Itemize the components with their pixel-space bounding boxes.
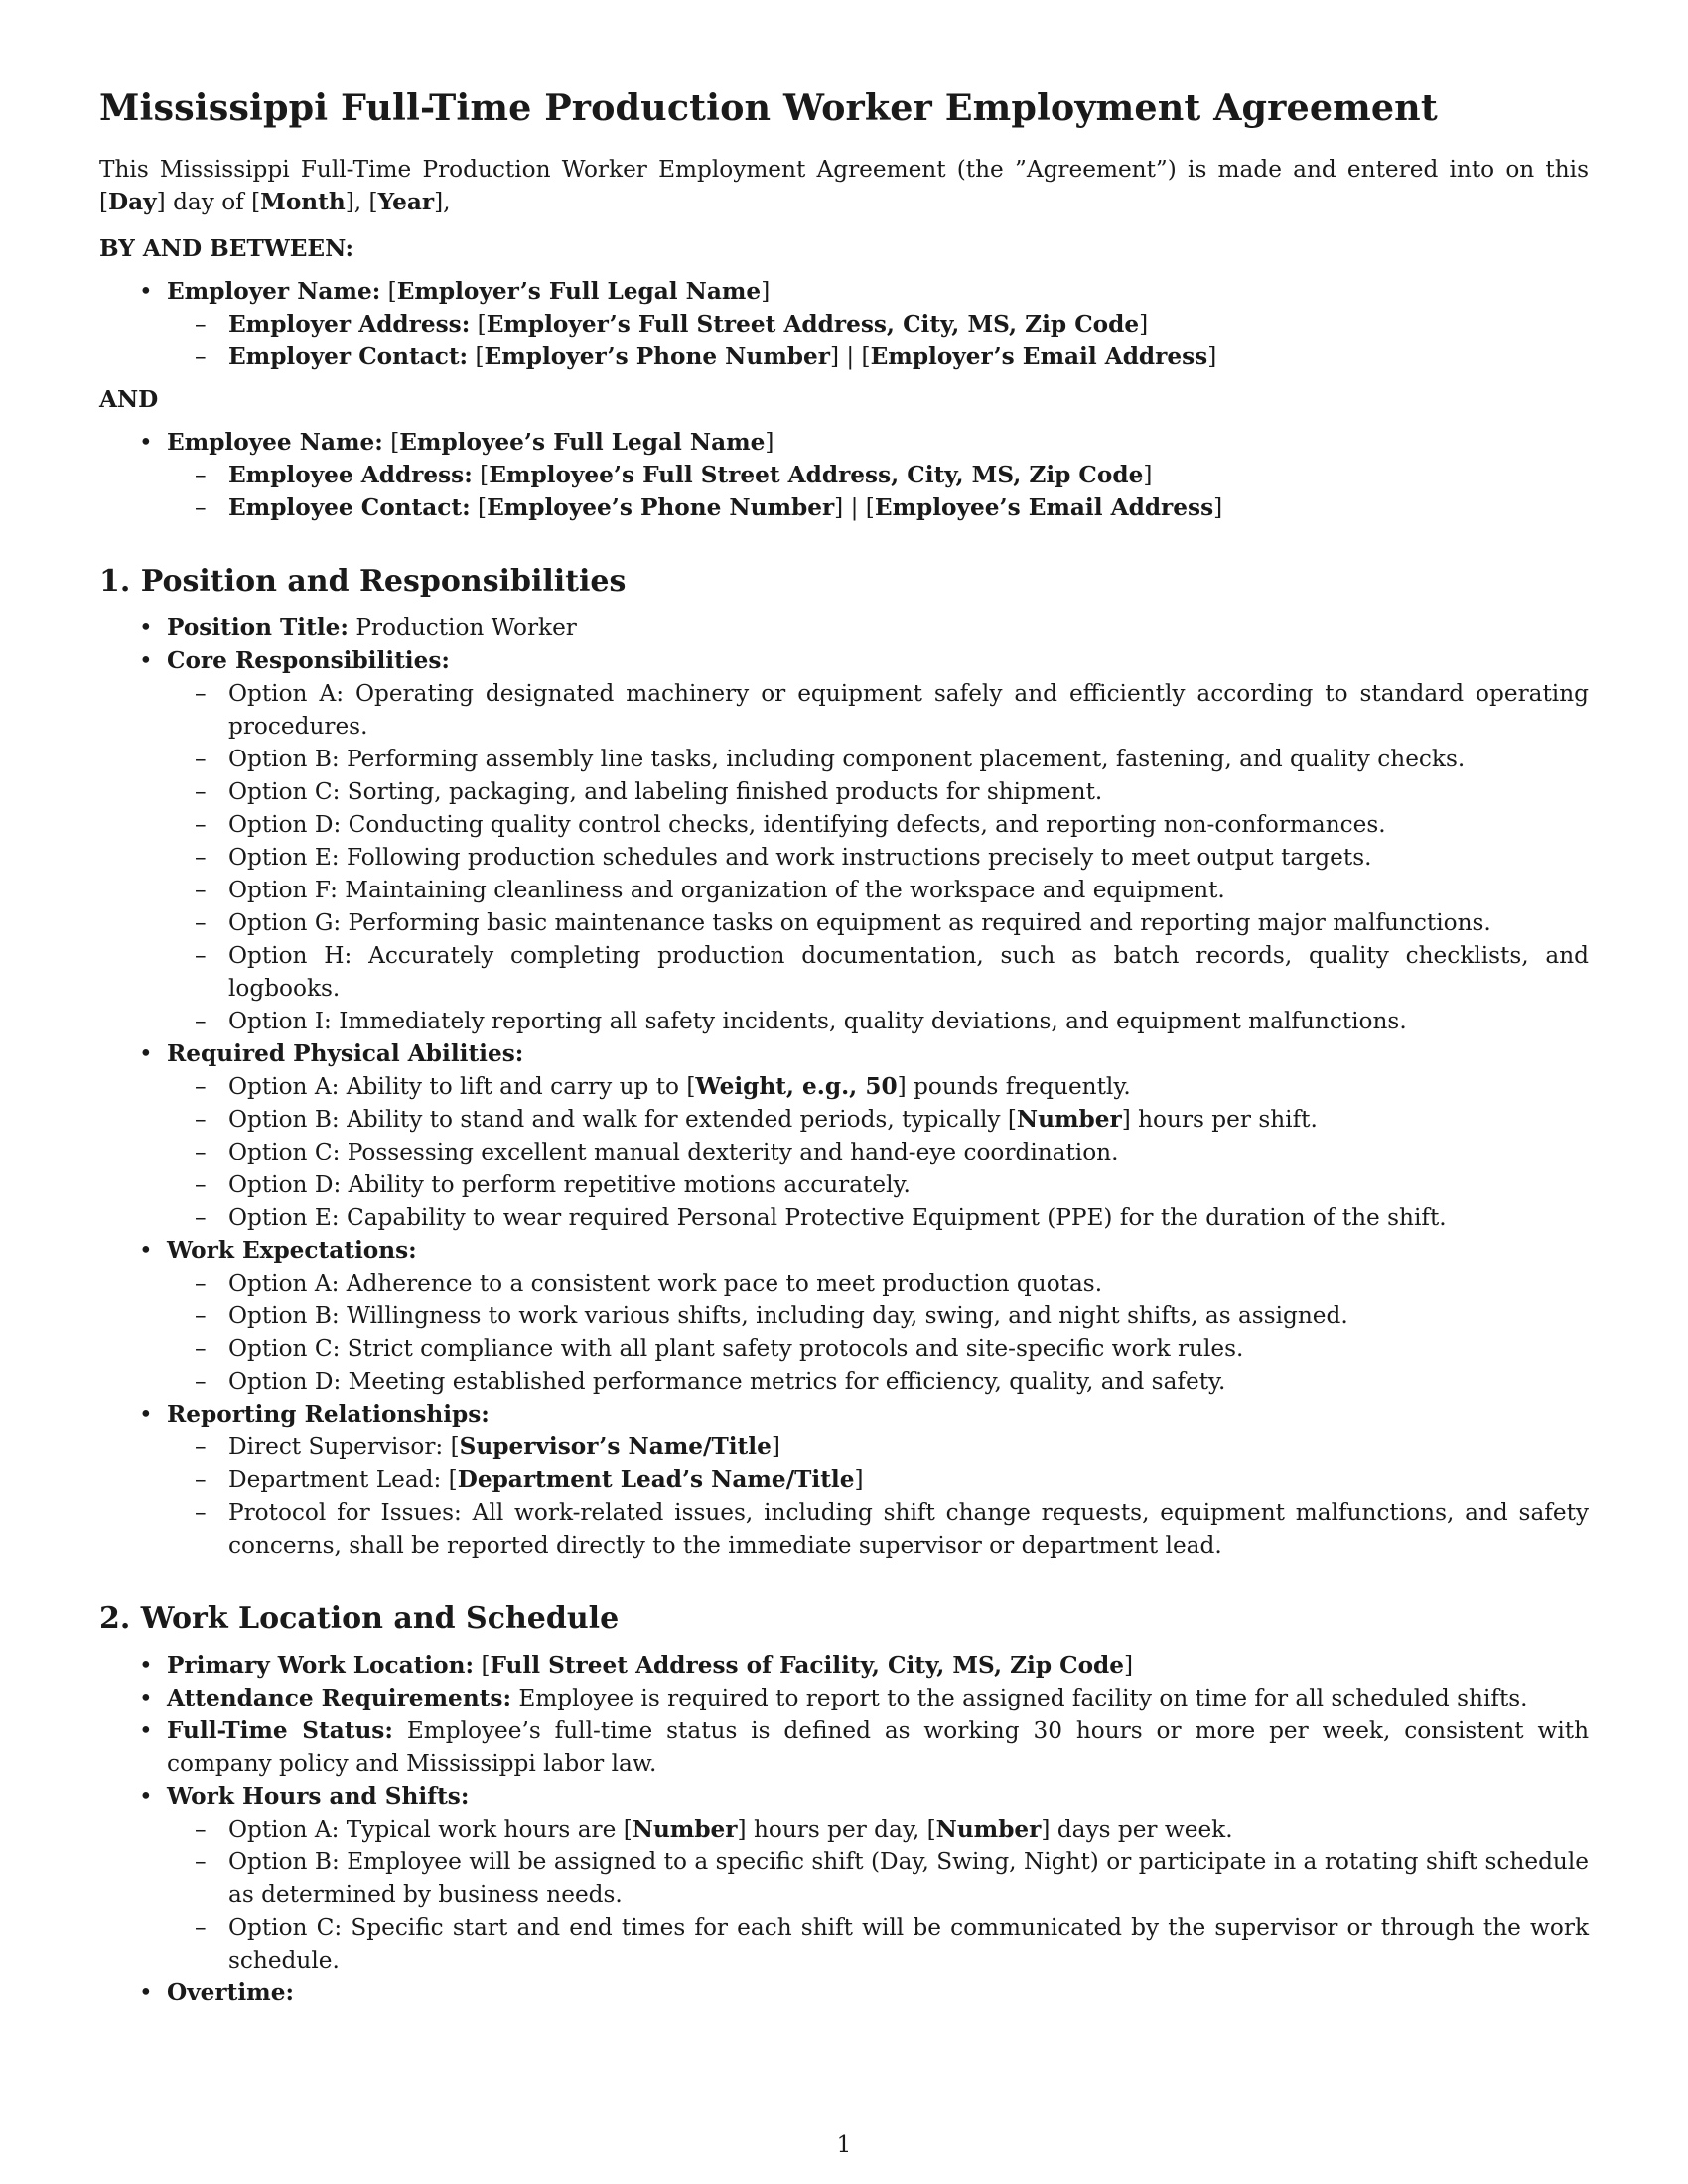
- intro-text-2: day of: [165, 189, 252, 215]
- document-title: Mississippi Full-Time Production Worker Employment Agreement: [99, 86, 1438, 129]
- employer-address-label: Employer Address:: [228, 311, 471, 338]
- employee-address-item: – Employee Address: [Employee’s Full Street Address, City, MS, Zip Code]: [228, 459, 1589, 491]
- employee-address-value: Employee’s Full Street Address, City, MS, Zip Code: [489, 462, 1144, 488]
- physical-a-post: ] pounds frequently.: [897, 1073, 1131, 1100]
- employer-email-value: Employer’s Email Address: [870, 343, 1208, 370]
- employee-details: [167, 459, 1589, 524]
- hours-a-text-3: ] days per week.: [1041, 1816, 1233, 1843]
- hours-a-number-2: Number: [935, 1816, 1042, 1843]
- physical-abilities-list: [167, 1070, 1589, 1234]
- physical-b-bold: Number: [1016, 1106, 1122, 1133]
- employer-name-item: • Employer Name: [Employer’s Full Legal Name] – Employer Address: [Employer’s Full Street Address, City, MS, Zip Code] – Employer Contact: [Employer’s Phone Number] | [Employer’s Email Address]: [167, 275, 1589, 373]
- employee-name-value: Employee’s Full Legal Name: [399, 429, 766, 456]
- employer-contact-item: – Employer Contact: [Employer’s Phone Number] | [Employer’s Email Address]: [228, 341, 1589, 373]
- employer-address-value: Employer’s Full Street Address, City, MS, Zip Code: [486, 311, 1140, 338]
- work-hours-label: Work Hours and Shifts:: [167, 1783, 470, 1810]
- list-item: – Option B: Willingness to work various shifts, including day, swing, and night shifts, as assigned.: [228, 1299, 1589, 1332]
- position-title-value: Production Worker: [355, 614, 577, 641]
- list-item: [228, 1070, 1589, 1103]
- list-item: – Option B: Employee will be assigned to a specific shift (Day, Swing, Night) or participate in a rotating shift schedule as determined by business needs.: [228, 1845, 1589, 1911]
- physical-b-post: ] hours per shift.: [1121, 1106, 1318, 1133]
- lead-pre: Department Lead: [: [228, 1466, 458, 1493]
- work-expectations-item: [167, 1234, 1589, 1398]
- fulltime-item: [167, 1714, 1589, 1780]
- employee-name-item: • Employee Name: [Employee’s Full Legal Name] – Employee Address: [Employee’s Full Street Address, City, MS, Zip Code] – Employee Contact: [Employee’s Phone Number] | [Employee’s Email Address]: [167, 426, 1589, 524]
- reporting-relationships-item: [167, 1398, 1589, 1562]
- core-responsibilities-list: [167, 677, 1589, 1037]
- list-item: – Option B: Performing assembly line tasks, including component placement, fastening, and quality checks.: [228, 743, 1589, 775]
- physical-a-pre: Option A: Ability to lift and carry up to [: [228, 1073, 696, 1100]
- intro-day: Day: [108, 189, 157, 215]
- list-item: [228, 1103, 1589, 1136]
- physical-a-bold: Weight, e.g., 50: [695, 1073, 898, 1100]
- list-item: – Direct Supervisor: [Supervisor’s Name/Title]: [228, 1431, 1589, 1463]
- employee-list: [99, 426, 1589, 524]
- list-item: – Protocol for Issues: All work-related issues, including shift change requests, equipment malfunctions, and safety concerns, shall be reported directly to the immediate supervisor or department lead.: [228, 1496, 1589, 1562]
- hours-a-text-2: ] hours per day, [: [737, 1816, 936, 1843]
- hours-a-text-1: Option A: Typical work hours are [: [228, 1816, 633, 1843]
- between-label: BY AND BETWEEN:: [99, 235, 354, 262]
- employer-contact-label: Employer Contact:: [228, 343, 469, 370]
- position-title-item: [167, 612, 1589, 644]
- overtime-label: Overtime:: [167, 1979, 295, 2006]
- overtime-item: [167, 1977, 1589, 2009]
- list-item: – Option D: Ability to perform repetitive motions accurately.: [228, 1168, 1589, 1201]
- supervisor-value: Supervisor’s Name/Title: [459, 1433, 772, 1460]
- work-location-item: • Primary Work Location: [Full Street Address of Facility, City, MS, Zip Code]: [167, 1649, 1589, 1682]
- list-item: – Option C: Specific start and end times for each shift will be communicated by the supervisor or through the work schedule.: [228, 1911, 1589, 1977]
- and-label: AND: [99, 386, 159, 413]
- physical-abilities-item: [167, 1037, 1589, 1234]
- list-item: – Option C: Possessing excellent manual dexterity and hand-eye coordination.: [228, 1136, 1589, 1168]
- intro-year: Year: [377, 189, 435, 215]
- employee-email-value: Employee’s Email Address: [874, 494, 1214, 521]
- list-item: – Department Lead: [Department Lead’s Name/Title]: [228, 1463, 1589, 1496]
- fulltime-label: Full-Time Status:: [167, 1717, 393, 1744]
- list-item: – Option C: Strict compliance with all plant safety protocols and site-specific work rules.: [228, 1332, 1589, 1365]
- fulltime-text: Employee’s full-time status is defined as working 30 hours or more per week, consistent with company policy and Mississippi labor law.: [167, 1717, 1590, 1777]
- work-hours-item: [167, 1780, 1589, 1977]
- section-1-list: [99, 612, 1589, 1562]
- list-item: – Option D: Meeting established performance metrics for efficiency, quality, and safety.: [228, 1365, 1589, 1398]
- employer-name-value: Employer’s Full Legal Name: [396, 278, 762, 305]
- employer-list: [99, 275, 1589, 373]
- employer-details: [167, 308, 1589, 373]
- page-number: 1: [836, 2132, 852, 2158]
- employee-contact-label: Employee Contact:: [228, 494, 471, 521]
- employer-name-label: Employer Name:: [167, 278, 381, 305]
- list-item: – Option H: Accurately completing production documentation, such as batch records, quality checklists, and logbooks.: [228, 939, 1589, 1005]
- attendance-item: [167, 1682, 1589, 1714]
- list-item: – Option E: Following production schedules and work instructions precisely to meet output targets.: [228, 841, 1589, 874]
- work-location-value: Full Street Address of Facility, City, MS, Zip Code: [490, 1652, 1125, 1679]
- work-location-label: Primary Work Location:: [167, 1652, 475, 1679]
- reporting-relationships-list: [167, 1431, 1589, 1562]
- section-2-list: [99, 1649, 1589, 2009]
- employer-address-item: – Employer Address: [Employer’s Full Street Address, City, MS, Zip Code]: [228, 308, 1589, 341]
- core-responsibilities-item: [167, 644, 1589, 1037]
- work-expectations-list: [167, 1267, 1589, 1398]
- intro-month: Month: [260, 189, 346, 215]
- list-item: – Option D: Conducting quality control checks, identifying defects, and reporting non-conformances.: [228, 808, 1589, 841]
- intro-text-4: ],: [434, 189, 451, 215]
- employee-contact-item: – Employee Contact: [Employee’s Phone Number] | [Employee’s Email Address]: [228, 491, 1589, 524]
- reporting-relationships-label: Reporting Relationships:: [167, 1401, 490, 1428]
- list-item: – Option A: Operating designated machinery or equipment safely and efficiently according to standard operating procedures.: [228, 677, 1589, 743]
- employee-address-label: Employee Address:: [228, 462, 473, 488]
- physical-abilities-label: Required Physical Abilities:: [167, 1040, 524, 1067]
- work-expectations-label: Work Expectations:: [167, 1237, 417, 1264]
- hours-a-number-1: Number: [632, 1816, 738, 1843]
- document-page: [99, 83, 1589, 2009]
- intro-paragraph: This Mississippi Full-Time Production Worker Employment Agreement (the ”Agreement”) is made and entered into on this [Day] day of [Month], [Year],: [99, 156, 1589, 215]
- lead-value: Department Lead’s Name/Title: [457, 1466, 855, 1493]
- employee-phone-value: Employee’s Phone Number: [487, 494, 835, 521]
- position-title-label: Position Title:: [167, 614, 349, 641]
- section-1-heading: 1. Position and Responsibilities: [99, 564, 627, 599]
- list-item: – Option E: Capability to wear required Personal Protective Equipment (PPE) for the duration of the shift.: [228, 1201, 1589, 1234]
- list-item: – Option C: Sorting, packaging, and labeling finished products for shipment.: [228, 775, 1589, 808]
- list-item: – Option A: Adherence to a consistent work pace to meet production quotas.: [228, 1267, 1589, 1299]
- core-responsibilities-label: Core Responsibilities:: [167, 647, 450, 674]
- list-item: – Option F: Maintaining cleanliness and organization of the workspace and equipment.: [228, 874, 1589, 906]
- attendance-label: Attendance Requirements:: [167, 1685, 511, 1711]
- attendance-text: Employee is required to report to the assigned facility on time for all scheduled shifts.: [518, 1685, 1528, 1711]
- list-item: – Option G: Performing basic maintenance tasks on equipment as required and reporting major malfunctions.: [228, 906, 1589, 939]
- intro-text-1: This Mississippi Full-Time Production Worker Employment Agreement (the ”Agreement”) is made and entered into on this: [99, 156, 1589, 183]
- employer-phone-value: Employer’s Phone Number: [484, 343, 830, 370]
- physical-b-pre: Option B: Ability to stand and walk for extended periods, typically [: [228, 1106, 1017, 1133]
- list-item: [228, 1813, 1589, 1845]
- supervisor-pre: Direct Supervisor: [: [228, 1433, 460, 1460]
- employee-name-label: Employee Name:: [167, 429, 383, 456]
- intro-text-3: ,: [353, 189, 369, 215]
- work-hours-list: [167, 1813, 1589, 1977]
- section-2-heading: 2. Work Location and Schedule: [99, 1601, 620, 1636]
- list-item: – Option I: Immediately reporting all safety incidents, quality deviations, and equipment malfunctions.: [228, 1005, 1589, 1037]
